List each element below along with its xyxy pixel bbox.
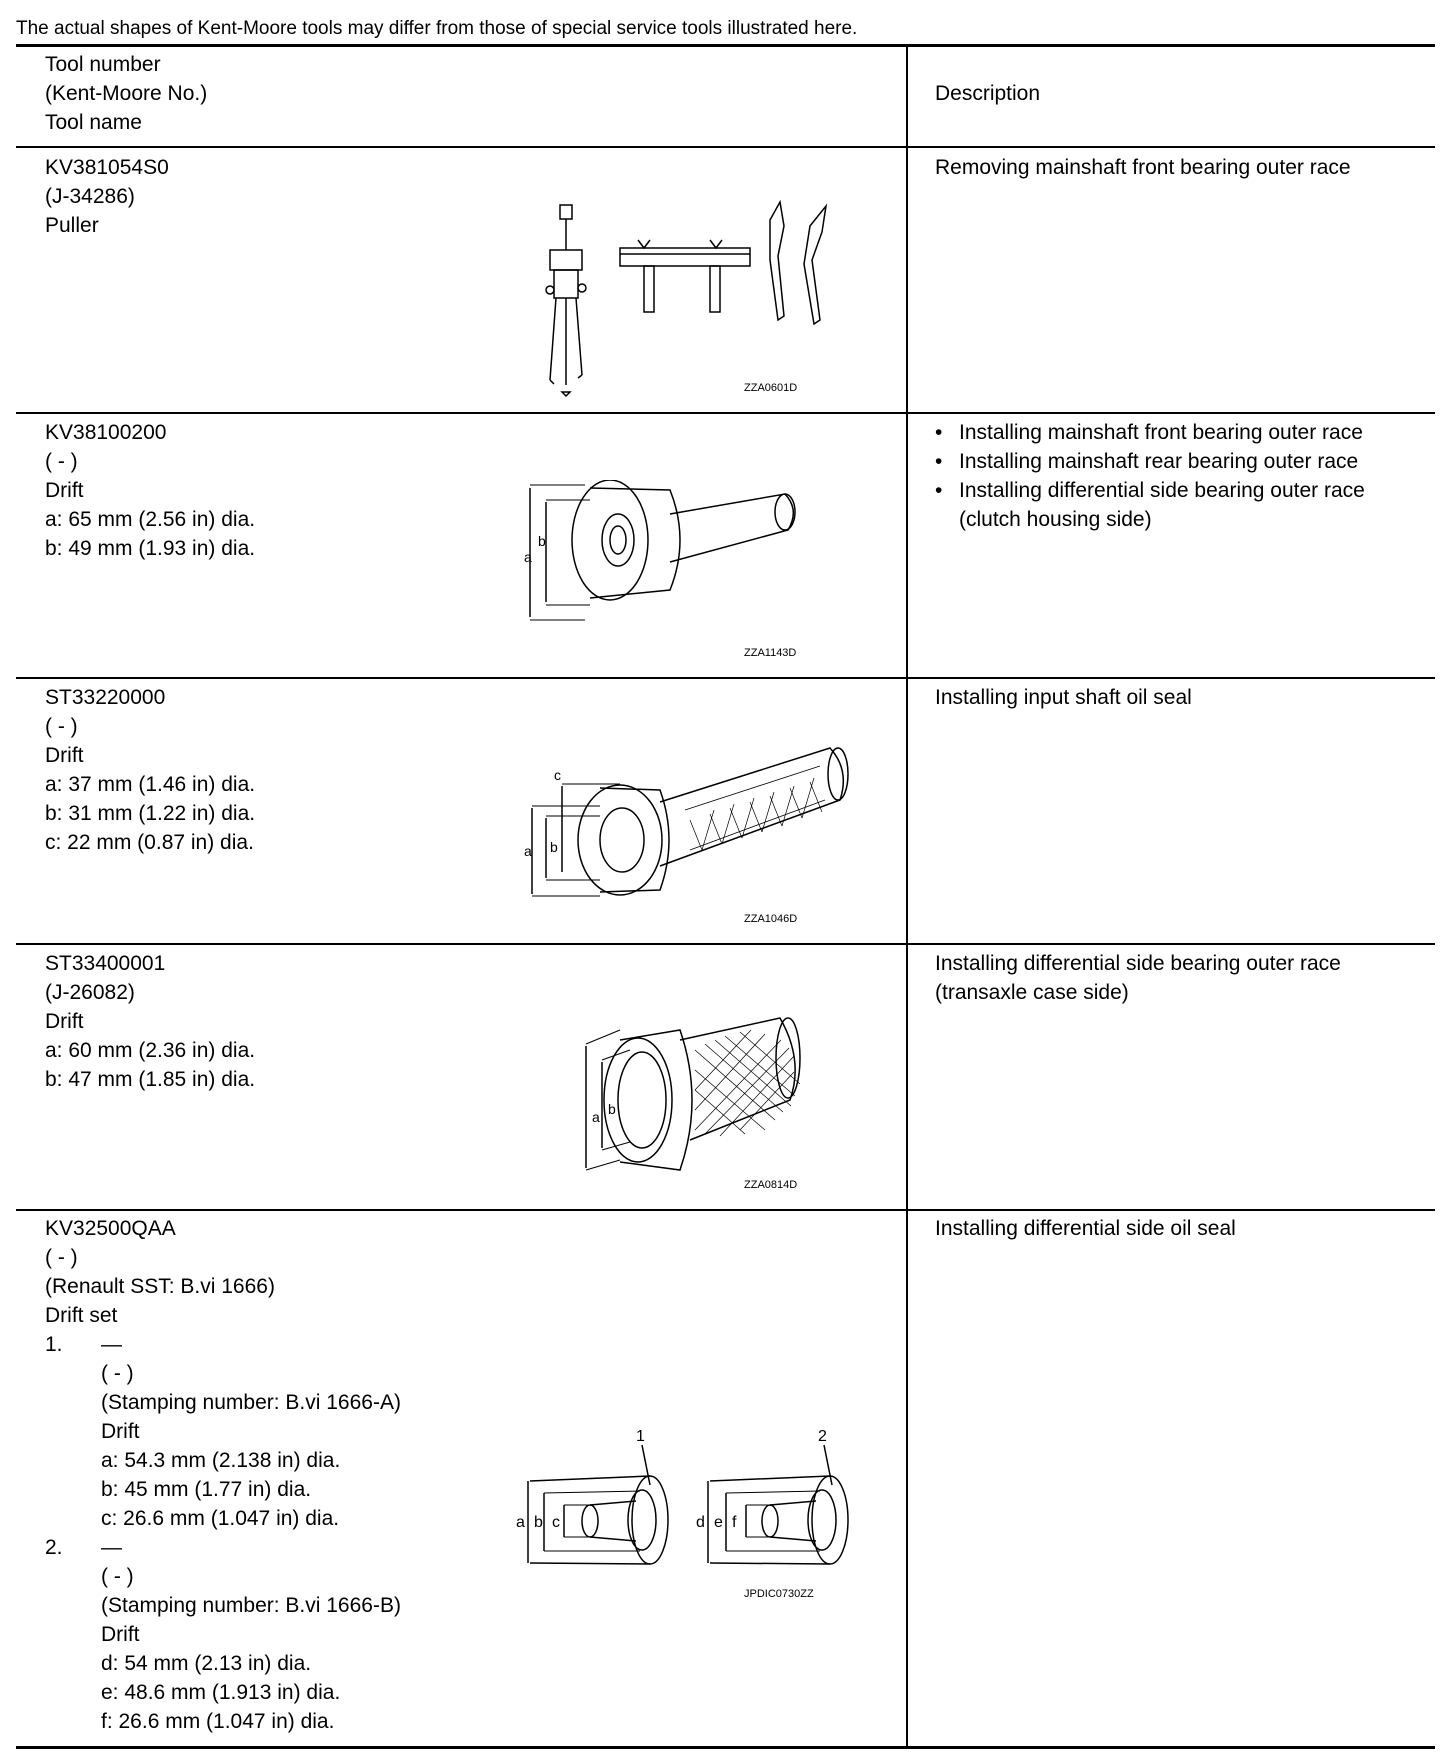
tool-name: Drift set (45, 1304, 118, 1327)
figure-code: ZZA1046D (744, 913, 798, 925)
label-c: c (554, 767, 561, 783)
column-divider (906, 47, 908, 1746)
dimension-a: a: 60 mm (2.36 in) dia. (45, 1039, 256, 1062)
figure-code: JPDIC0730ZZ (744, 1588, 814, 1600)
tool-name: Drift (45, 1010, 84, 1033)
label-c: c (552, 1514, 560, 1531)
description-line: (transaxle case side) (935, 981, 1129, 1004)
kent-moore-number: ( - ) (45, 450, 78, 473)
dimension-b: b: 47 mm (1.85 in) dia. (45, 1068, 256, 1091)
label-a: a (592, 1109, 600, 1125)
label-a: a (524, 549, 532, 565)
bullet-icon: • (935, 421, 943, 444)
item-line: e: 48.6 mm (1.913 in) dia. (101, 1681, 341, 1704)
description-line: (clutch housing side) (959, 508, 1152, 531)
tool-name: Drift (45, 744, 84, 767)
row-divider (16, 677, 1435, 679)
dimension-b: b: 31 mm (1.22 in) dia. (45, 802, 256, 825)
puller-illustration (520, 200, 840, 400)
drift-set-illustration (510, 1425, 850, 1575)
label-1: 1 (636, 1428, 645, 1445)
figure-code: ZZA0814D (744, 1179, 798, 1191)
header-line: (Kent-Moore No.) (45, 82, 208, 105)
label-b: b (550, 839, 558, 855)
tool-number: ST33220000 (45, 686, 166, 709)
header-divider (16, 146, 1435, 148)
bottom-rule (16, 1746, 1435, 1749)
description-row-1 (935, 153, 1351, 182)
item-line: Drift (101, 1623, 140, 1646)
item-line: (Stamping number: B.vi 1666-B) (101, 1594, 401, 1617)
tool-name: Puller (45, 214, 99, 237)
row-divider (16, 412, 1435, 414)
item-line: f: 26.6 mm (1.047 in) dia. (101, 1710, 335, 1733)
dimension-a: a: 65 mm (2.56 in) dia. (45, 508, 256, 531)
item-line: c: 26.6 mm (1.047 in) dia. (101, 1507, 340, 1530)
drift-illustration (520, 740, 860, 910)
drift-illustration (520, 480, 820, 630)
drift-illustration (580, 1010, 820, 1180)
description-row-2 (935, 418, 1365, 534)
figure-code: ZZA1143D (744, 647, 797, 659)
label-a: a (524, 843, 532, 859)
row-divider (16, 1209, 1435, 1211)
tool-number: KV381054S0 (45, 156, 169, 179)
figure-code: ZZA0601D (744, 382, 798, 394)
header-description: Description (935, 82, 1041, 105)
row-divider (16, 943, 1435, 945)
description-row-5 (935, 1214, 1236, 1243)
item-line: (Stamping number: B.vi 1666-A) (101, 1391, 401, 1414)
description-line: Installing differential side bearing outer race (935, 952, 1341, 975)
notice-text: The actual shapes of Kent-Moore tools may differ from those of special service tools illustrated here. (16, 18, 858, 39)
item-line: b: 45 mm (1.77 in) dia. (101, 1478, 312, 1501)
label-2: 2 (818, 1428, 827, 1445)
tool-number: KV32500QAA (45, 1217, 176, 1240)
tool-row-1 (45, 153, 169, 240)
label-a: a (516, 1514, 525, 1531)
description-row-3 (935, 683, 1192, 712)
kent-moore-number: (J-34286) (45, 185, 135, 208)
label-b: b (608, 1101, 616, 1117)
drift-2: 2. — (45, 1536, 122, 1559)
tool-row-5 (45, 1214, 401, 1736)
label-d: d (696, 1514, 705, 1531)
kent-moore-number: ( - ) (45, 1246, 78, 1269)
dimension-b: b: 49 mm (1.93 in) dia. (45, 537, 256, 560)
description-line: Removing mainshaft front bearing outer race (935, 156, 1351, 179)
item-line: Drift (101, 1420, 140, 1443)
drift-1: 1. — (45, 1333, 122, 1356)
tool-row-2 (45, 418, 255, 563)
header-tool-column (45, 50, 207, 137)
item-line: a: 54.3 mm (2.138 in) dia. (101, 1449, 341, 1472)
bullet-icon: • (935, 450, 943, 473)
description-row-4 (935, 949, 1341, 1007)
tool-name: Drift (45, 479, 84, 502)
tool-number: KV38100200 (45, 421, 167, 444)
item-line: d: 54 mm (2.13 in) dia. (101, 1652, 312, 1675)
top-rule (16, 44, 1435, 47)
header-line: Tool name (45, 111, 142, 134)
description-line: Installing mainshaft front bearing outer race (959, 421, 1363, 444)
description-line: Installing input shaft oil seal (935, 686, 1192, 709)
label-b: b (538, 533, 546, 549)
description-line: Installing differential side oil seal (935, 1217, 1236, 1240)
bullet-icon: • (935, 479, 943, 502)
label-f: f (732, 1514, 737, 1531)
label-b: b (534, 1514, 543, 1531)
item-line: ( - ) (101, 1565, 134, 1588)
kent-moore-number: (J-26082) (45, 981, 135, 1004)
label-e: e (714, 1514, 723, 1531)
renault-sst: (Renault SST: B.vi 1666) (45, 1275, 275, 1298)
header-line: Tool number (45, 53, 161, 76)
tool-row-4 (45, 949, 255, 1094)
dimension-c: c: 22 mm (0.87 in) dia. (45, 831, 254, 854)
tool-number: ST33400001 (45, 952, 166, 975)
kent-moore-number: ( - ) (45, 715, 78, 738)
description-line: Installing mainshaft rear bearing outer race (959, 450, 1359, 473)
item-line: ( - ) (101, 1362, 134, 1385)
description-line: Installing differential side bearing outer race (959, 479, 1365, 502)
tool-row-3 (45, 683, 255, 857)
dimension-a: a: 37 mm (1.46 in) dia. (45, 773, 256, 796)
